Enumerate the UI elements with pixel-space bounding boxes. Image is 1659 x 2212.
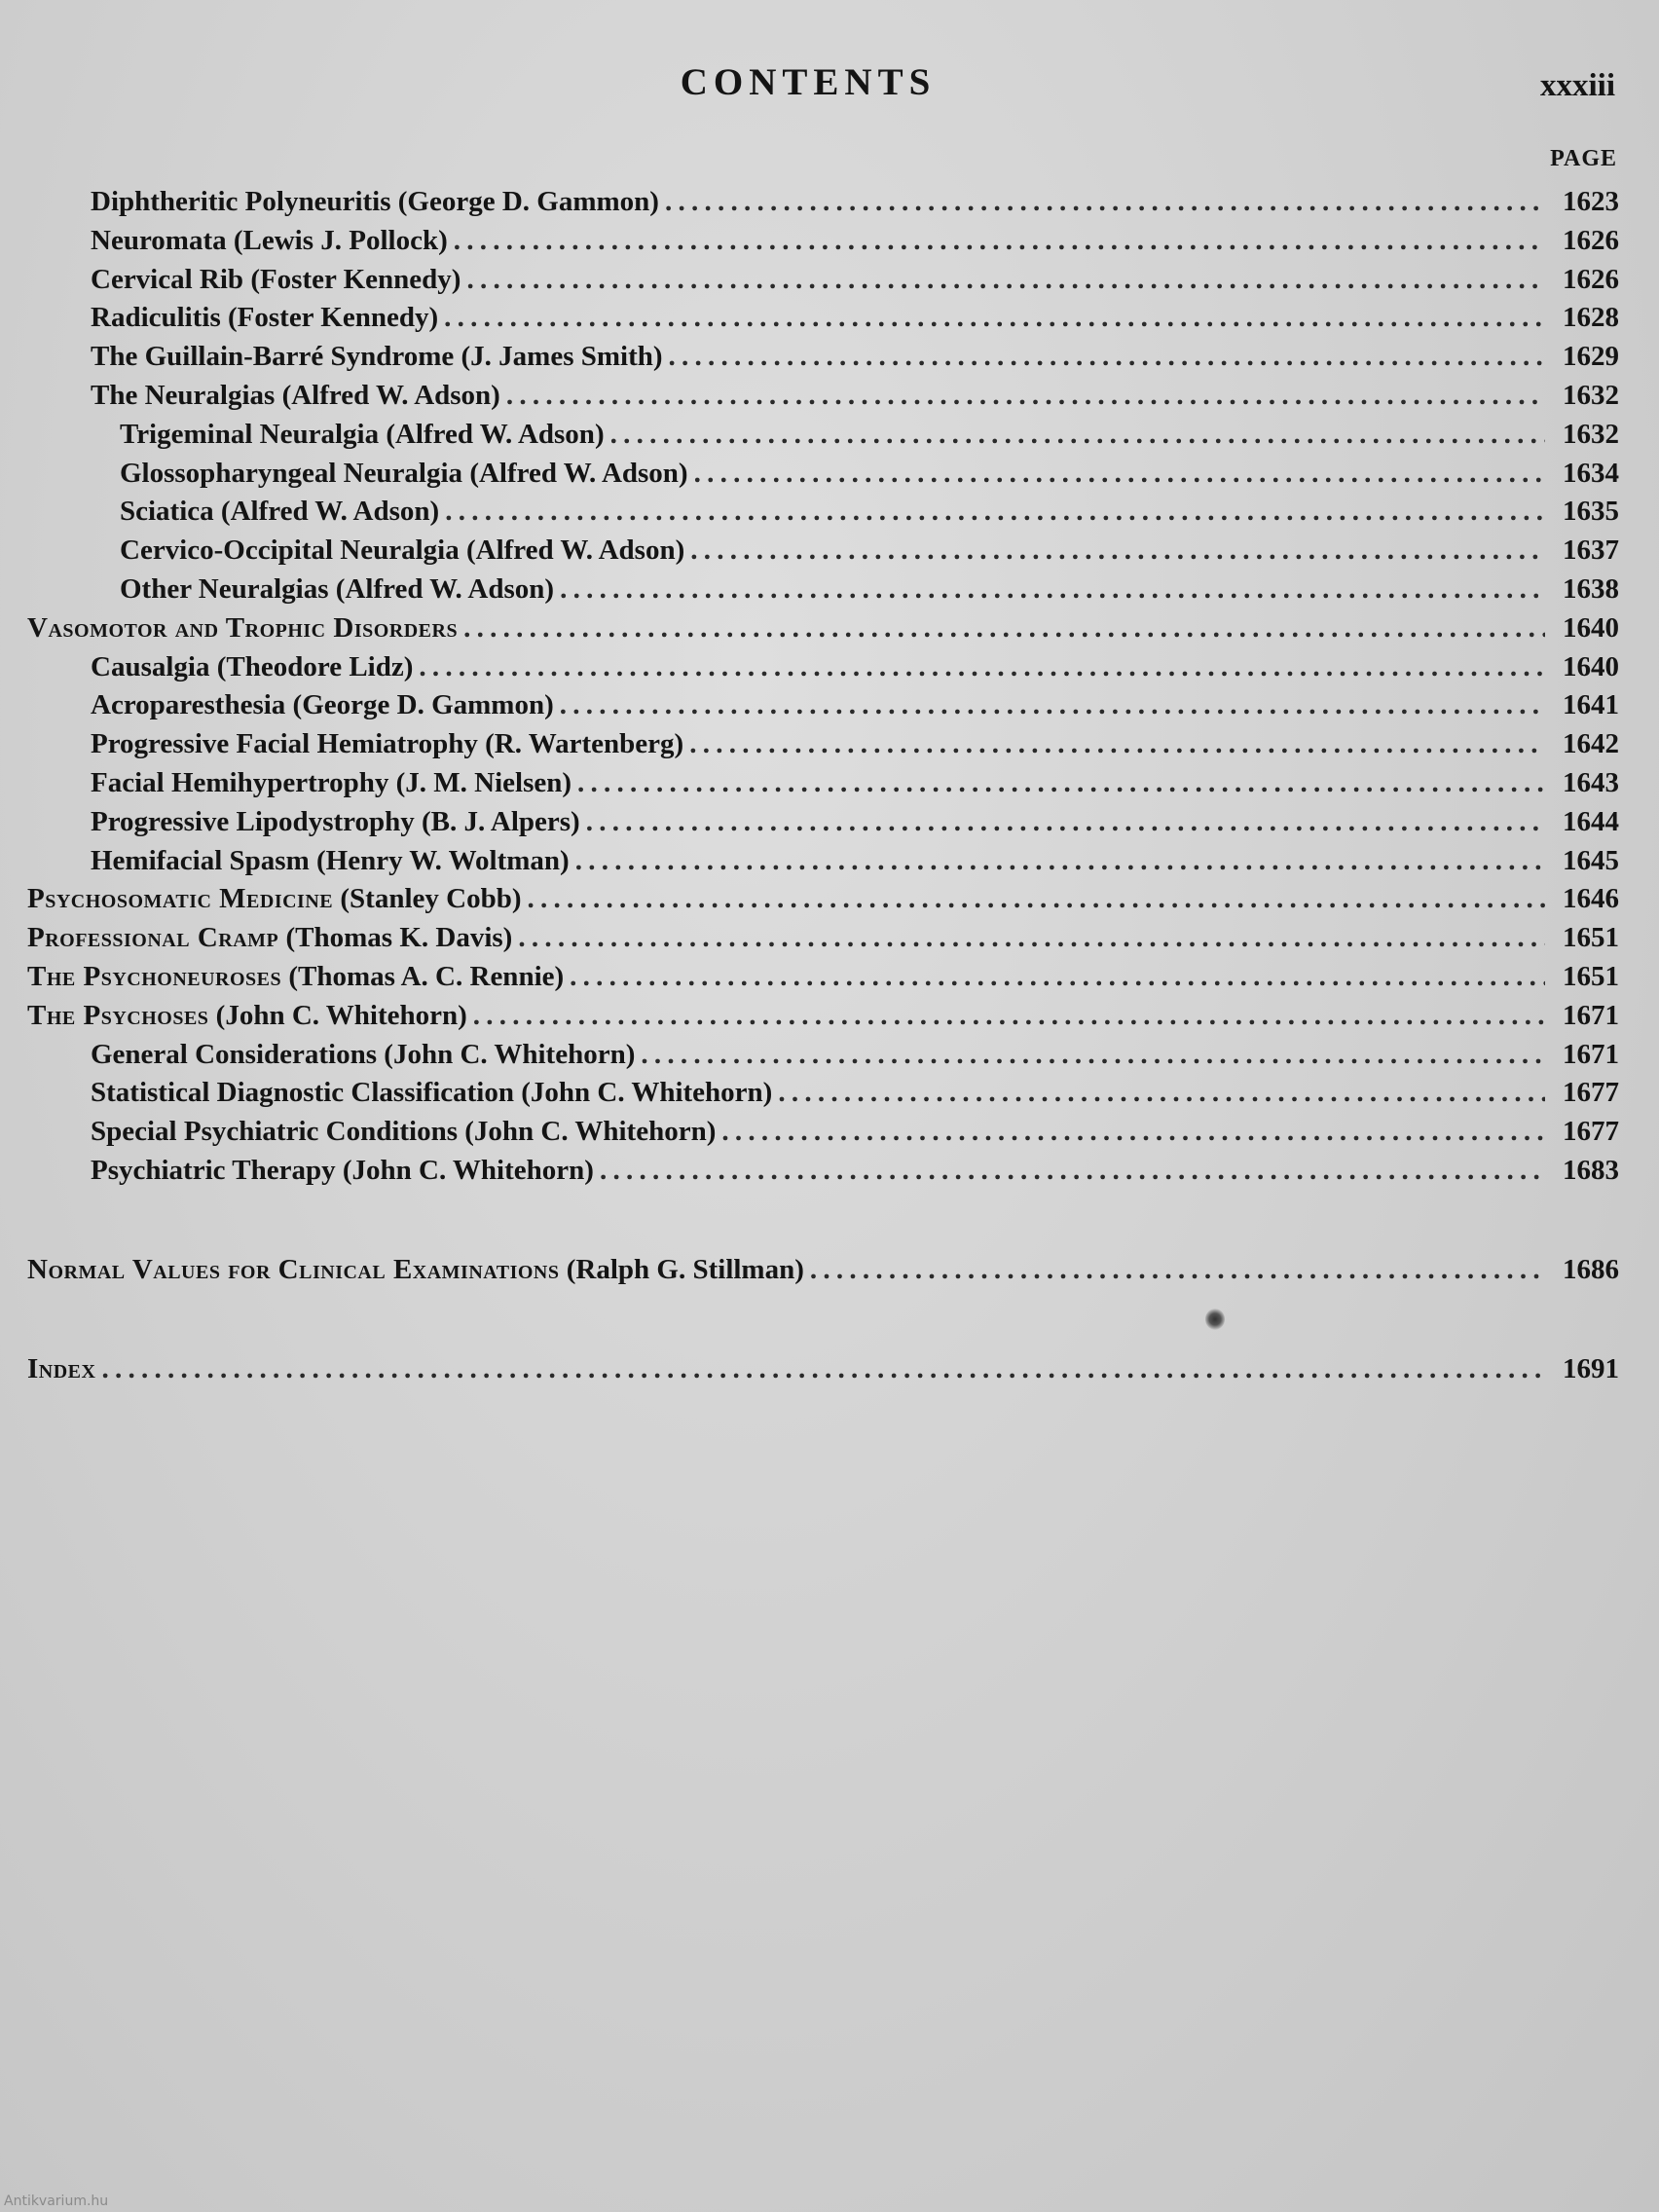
dot-leader <box>689 724 1545 763</box>
toc-entry-label <box>91 802 580 841</box>
toc-entry <box>0 221 1619 260</box>
toc-entry-title: The Psychoses <box>27 999 209 1031</box>
watermark: Antikvarium.hu <box>4 2194 109 2209</box>
toc-entry-label <box>91 1073 772 1112</box>
toc-entry-page: 1626 <box>1563 224 1619 256</box>
toc-entry-title: Facial Hemihypertrophy <box>91 767 389 798</box>
toc-entry <box>0 1112 1619 1151</box>
toc-entry-author: (Stanley Cobb) <box>340 883 522 915</box>
toc-entry <box>0 918 1619 957</box>
toc-entry-label <box>27 879 521 918</box>
dot-leader <box>669 337 1545 376</box>
toc-entry-page: 1640 <box>1563 611 1619 644</box>
dot-leader <box>454 221 1545 260</box>
toc-entry-author: (Henry W. Woltman) <box>316 844 570 876</box>
toc-entry <box>0 298 1619 337</box>
toc-entry-author: (John C. Whitehorn) <box>342 1155 594 1186</box>
toc-entry-label <box>91 260 461 299</box>
dot-leader <box>445 492 1545 531</box>
toc-entry-page: 1644 <box>1563 805 1619 837</box>
toc-entry-author: (George D. Gammon) <box>397 186 659 217</box>
toc-entry <box>0 647 1619 686</box>
toc-entry-label <box>120 415 605 454</box>
toc-entry <box>0 337 1619 376</box>
toc-entry-label <box>120 454 688 493</box>
toc-entry-title: Diphtheritic Polyneuritis <box>91 186 391 217</box>
toc-entry-title: Causalgia <box>91 650 210 682</box>
toc-entry-title: The Psychoneuroses <box>27 961 282 992</box>
toc-entry <box>0 570 1619 608</box>
toc-entry-label <box>27 1349 95 1388</box>
toc-entry-title: Progressive Facial Hemiatrophy <box>91 728 478 760</box>
toc-entry-label <box>91 182 659 221</box>
toc-entry <box>0 454 1619 493</box>
toc-entry <box>0 763 1619 802</box>
toc-entry-label <box>91 298 438 337</box>
dot-leader <box>518 918 1545 957</box>
toc-entry-title: The Neuralgias <box>91 380 276 411</box>
dot-leader <box>527 879 1545 918</box>
toc-entry-page: 1637 <box>1563 535 1619 567</box>
toc-entry-author: (Alfred W. Adson) <box>469 457 688 489</box>
toc-entry-label <box>91 337 663 376</box>
toc-entry <box>0 492 1619 531</box>
dot-leader <box>560 685 1545 724</box>
toc-entry-title: Acroparesthesia <box>91 689 286 721</box>
toc-entry-label <box>27 918 512 957</box>
toc-entry-title: Normal Values for Clinical Examinations <box>27 1253 560 1285</box>
toc-entry-label <box>91 1151 594 1190</box>
toc-entry-title: Other Neuralgias <box>120 573 329 605</box>
toc-entry-label <box>91 763 571 802</box>
page-number: xxxiii <box>1539 68 1615 103</box>
toc-entry-author: (Foster Kennedy) <box>228 302 439 334</box>
toc-entry-page: 1646 <box>1563 883 1619 915</box>
toc-entry-title: Cervical Rib <box>91 263 244 295</box>
toc-entry-label <box>91 1035 635 1074</box>
toc-entry <box>0 685 1619 724</box>
toc-entry <box>0 1151 1619 1190</box>
toc-entry <box>0 182 1619 221</box>
toc-entry-title: Special Psychiatric Conditions <box>91 1116 459 1148</box>
toc-entry-author: (Ralph G. Stillman) <box>566 1253 804 1285</box>
toc-entry-label <box>27 957 564 996</box>
toc-entry-title: Sciatica <box>120 496 214 528</box>
toc-entry-page: 1691 <box>1563 1352 1619 1384</box>
toc-entry-page: 1671 <box>1563 999 1619 1031</box>
toc-entry-author: (Thomas K. Davis) <box>285 922 513 954</box>
toc-entry-label <box>120 492 439 531</box>
toc-entry <box>0 1035 1619 1074</box>
toc-entry-author: (Foster Kennedy) <box>250 263 461 295</box>
toc-entry-title: Progressive Lipodystrophy <box>91 805 415 837</box>
toc-entry-title: Cervico-Occipital Neuralgia <box>120 535 460 567</box>
toc-entry-page: 1641 <box>1563 689 1619 721</box>
toc-entry <box>0 879 1619 918</box>
toc-entry-label <box>120 570 554 608</box>
toc-entry-label <box>91 221 448 260</box>
toc-entry-page: 1628 <box>1563 302 1619 334</box>
toc-entry <box>0 802 1619 841</box>
toc-entry-title: Professional Cramp <box>27 922 279 954</box>
toc-entry-page: 1683 <box>1563 1155 1619 1186</box>
toc-entry-author: (Alfred W. Adson) <box>220 496 440 528</box>
toc-entry <box>0 957 1619 996</box>
toc-entry-page: 1640 <box>1563 650 1619 682</box>
toc-entry-author: (John C. Whitehorn) <box>384 1038 636 1070</box>
toc-entry-page: 1651 <box>1563 961 1619 992</box>
toc-entry-label <box>91 1112 716 1151</box>
toc-entry-label <box>91 724 683 763</box>
toc-entry <box>0 724 1619 763</box>
toc-entry-author: (B. J. Alpers) <box>422 805 580 837</box>
dot-leader <box>577 763 1545 802</box>
dot-leader <box>570 957 1545 996</box>
toc-entry-label <box>120 531 684 570</box>
toc-entry-page: 1634 <box>1563 457 1619 489</box>
toc-entry-author: (John C. Whitehorn) <box>521 1077 773 1109</box>
toc-entry-label <box>27 608 458 647</box>
dot-leader <box>419 647 1545 686</box>
toc-entry-label <box>91 685 554 724</box>
toc-entry <box>0 608 1619 647</box>
toc-entry-author: (Alfred W. Adson) <box>465 535 685 567</box>
toc-entry <box>0 531 1619 570</box>
dot-leader <box>665 182 1545 221</box>
toc-entry-title: The Guillain-Barré Syndrome <box>91 341 455 373</box>
toc-entry-author: (Lewis J. Pollock) <box>233 224 448 256</box>
toc-entry-author: (J. James Smith) <box>461 341 663 373</box>
toc-entry <box>0 1349 1619 1388</box>
toc-entry <box>0 376 1619 415</box>
toc-entry-page: 1643 <box>1563 767 1619 798</box>
dot-leader <box>721 1112 1545 1151</box>
toc-entry-title: Vasomotor and Trophic Disorders <box>27 611 459 644</box>
toc-entry-page: 1677 <box>1563 1116 1619 1148</box>
toc-entry-page: 1651 <box>1563 922 1619 954</box>
toc-entry-author: (J. M. Nielsen) <box>395 767 572 798</box>
toc-entry-page: 1642 <box>1563 728 1619 760</box>
dot-leader <box>690 531 1545 570</box>
toc-entry-author: (Alfred W. Adson) <box>281 380 500 411</box>
toc-entry-title: Trigeminal Neuralgia <box>120 418 380 450</box>
dot-leader <box>575 841 1545 880</box>
dot-leader <box>778 1073 1545 1112</box>
toc-entry-title: Index <box>27 1352 96 1384</box>
ink-speck <box>1205 1309 1225 1330</box>
toc-entry-page: 1671 <box>1563 1038 1619 1070</box>
dot-leader <box>560 570 1545 608</box>
toc-entry <box>0 996 1619 1035</box>
toc-entry-author: (Thomas A. C. Rennie) <box>288 961 565 992</box>
toc-entry-page: 1638 <box>1563 573 1619 605</box>
toc-entry-author: (Alfred W. Adson) <box>386 418 605 450</box>
toc-entry-page: 1632 <box>1563 380 1619 411</box>
toc-entry-title: Neuromata <box>91 224 227 256</box>
toc-entry-author: (R. Wartenberg) <box>485 728 684 760</box>
dot-leader <box>506 376 1545 415</box>
page-column-label: PAGE <box>1550 146 1617 171</box>
toc-entry-title: Radiculitis <box>91 302 221 334</box>
toc-entry-label <box>91 376 500 415</box>
dot-leader <box>810 1250 1545 1289</box>
toc-entry-author: (George D. Gammon) <box>292 689 554 721</box>
dot-leader <box>444 298 1545 337</box>
toc-entry-page: 1626 <box>1563 263 1619 295</box>
dot-leader <box>463 608 1545 647</box>
toc-entry-title: Psychiatric Therapy <box>91 1155 336 1186</box>
toc-entry <box>0 415 1619 454</box>
toc-entry-title: Glossopharyngeal Neuralgia <box>120 457 463 489</box>
dot-leader <box>473 996 1545 1035</box>
toc-entry-author: (Theodore Lidz) <box>216 650 414 682</box>
toc-entry-title: Hemifacial Spasm <box>91 844 310 876</box>
toc-entry-page: 1686 <box>1563 1253 1619 1285</box>
page-title: CONTENTS <box>680 61 937 103</box>
toc-entry-title: Psychosomatic Medicine <box>27 883 334 915</box>
toc-entry-label <box>27 1250 804 1289</box>
toc-entry <box>0 1073 1619 1112</box>
toc-entry-label <box>91 647 413 686</box>
toc-entry-author: (John C. Whitehorn) <box>464 1116 717 1148</box>
toc-entry-page: 1677 <box>1563 1077 1619 1109</box>
dot-leader <box>586 802 1545 841</box>
dot-leader <box>600 1151 1545 1190</box>
toc-entry-title: Statistical Diagnostic Classification <box>91 1077 514 1109</box>
dot-leader <box>694 454 1545 493</box>
dot-leader <box>610 415 1545 454</box>
toc-entry-page: 1632 <box>1563 418 1619 450</box>
toc-entry-author: (John C. Whitehorn) <box>215 999 467 1031</box>
toc-entry-label <box>27 996 467 1035</box>
dot-leader <box>466 260 1545 299</box>
dot-leader <box>101 1349 1545 1388</box>
toc-entry <box>0 260 1619 299</box>
toc-entry-author: (Alfred W. Adson) <box>335 573 555 605</box>
toc-entry-page: 1645 <box>1563 844 1619 876</box>
toc-entry-label <box>91 841 570 880</box>
dot-leader <box>641 1035 1545 1074</box>
toc-entry <box>0 1250 1619 1289</box>
toc-entry <box>0 841 1619 880</box>
toc-entry-title: General Considerations <box>91 1038 378 1070</box>
toc-entry-page: 1623 <box>1563 186 1619 217</box>
toc-entry-page: 1635 <box>1563 496 1619 528</box>
toc-entry-page: 1629 <box>1563 341 1619 373</box>
